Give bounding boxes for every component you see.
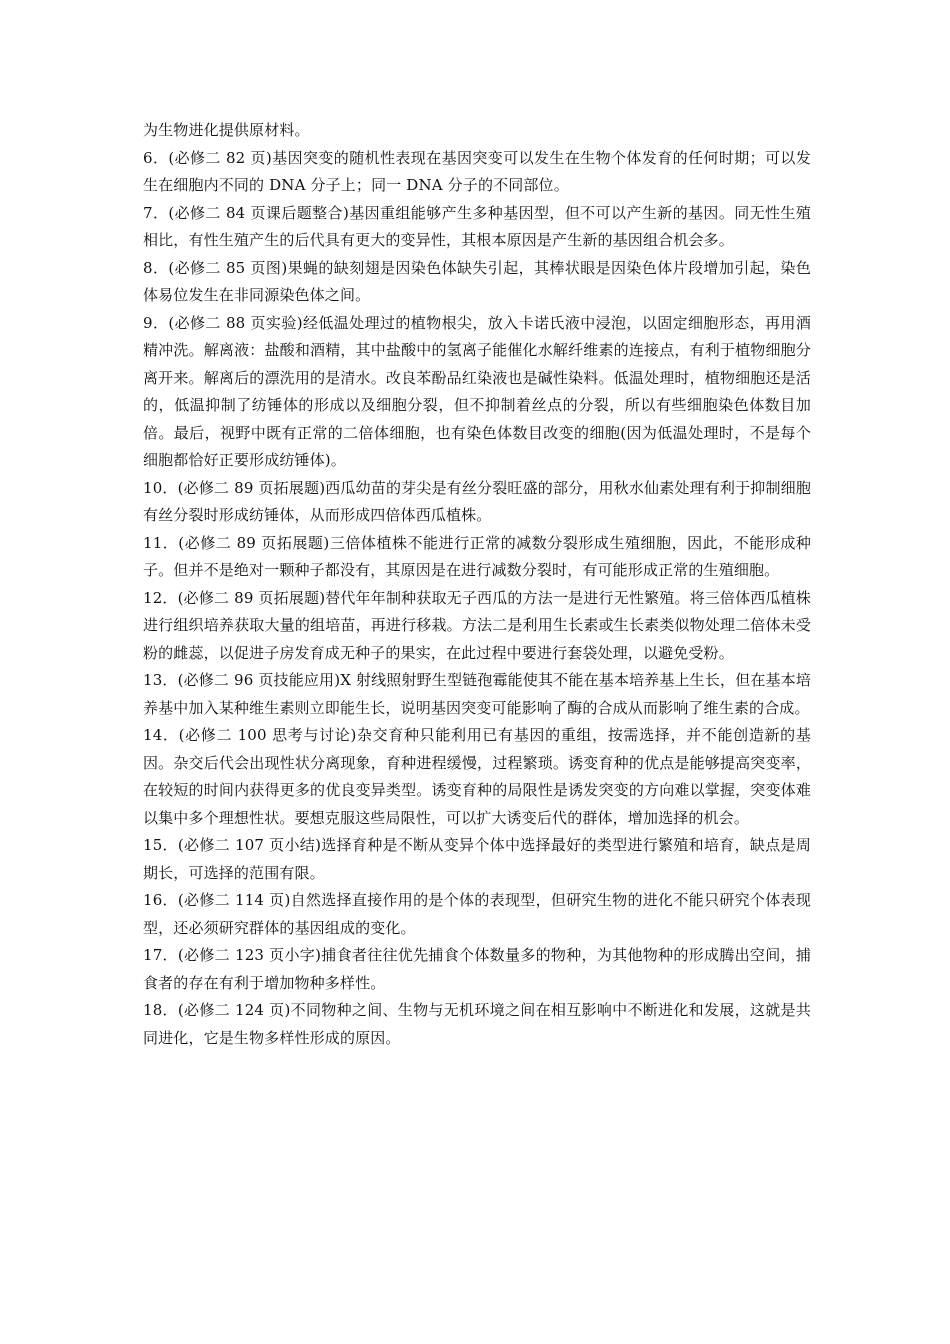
paragraph-item-9: 9．(必修二 88 页实验)经低温处理过的植物根尖，放入卡诺氏液中浸泡，以固定细胞形态，再用酒精冲洗。解离液：盐酸和酒精，其中盐酸中的氢离子能催化水解纤维素的连接点，有利于植物细胞分离开来。解离后的漂洗用的是清水。改良苯酚品红染液也是碱性染料。低温处理时，植物细胞还是活的，低温抑制了纺锤体的形成以及细胞分裂，但不抑制着丝点的分裂，所以有些细胞染色体数目加倍。最后，视野中既有正常的二倍体细胞，也有染色体数目改变的细胞(因为低温处理时，不是每个细胞都恰好正要形成纺锤体)。 <box>143 313 811 469</box>
paragraph-item-18: 18．(必修二 124 页)不同物种之间、生物与无机环境之间在相互影响中不断进化和发展，这就是共同进化，它是生物多样性形成的原因。 <box>143 1001 811 1047</box>
paragraph-item-7: 7．(必修二 84 页课后题整合)基因重组能够产生多种基因型，但不可以产生新的基因。同无性生殖相比，有性生殖产生的后代具有更大的变异性，其根本原因是产生新的基因组合机会多。 <box>143 203 811 249</box>
paragraph-item-12: 12．(必修二 89 页拓展题)替代年年制种获取无子西瓜的方法一是进行无性繁殖。将三倍体西瓜植株进行组织培养获取大量的组培苗，再进行移栽。方法二是利用生长素或生长素类似物处理二倍体未受粉的雌蕊，以促进子房发育成无种子的果实，在此过程中要进行套袋处理，以避免受粉。 <box>143 588 811 662</box>
paragraph-item-17: 17．(必修二 123 页小字)捕食者往往优先捕食个体数量多的物种，为其他物种的形成腾出空间，捕食者的存在有利于增加物种多样性。 <box>143 946 811 992</box>
paragraph-item-11: 11．(必修二 89 页拓展题)三倍体植株不能进行正常的减数分裂形成生殖细胞，因此，不能形成种子。但并不是绝对一颗种子都没有，其原因是在进行减数分裂时，有可能形成正常的生殖细胞。 <box>143 533 811 579</box>
paragraph-item-13: 13．(必修二 96 页技能应用)X 射线照射野生型链孢霉能使其不能在基本培养基上生长，但在基本培养基中加入某种维生素则立即能生长，说明基因突变可能影响了酶的合成从而影响了维生素的合成。 <box>143 671 811 717</box>
paragraph-continuation: 为生物进化提供原材料。 <box>143 121 310 139</box>
paragraph-item-8: 8．(必修二 85 页图)果蝇的缺刻翅是因染色体缺失引起，其棒状眼是因染色体片段增加引起，染色体易位发生在非同源染色体之间。 <box>143 258 811 304</box>
paragraph-item-14: 14．(必修二 100 思考与讨论)杂交育种只能利用已有基因的重组，按需选择，并不能创造新的基因。杂交后代会出现性状分离现象，育种进程缓慢，过程繁琐。诱变育种的优点是能够提高突变率，在较短的时间内获得更多的优良变异类型。诱变育种的局限性是诱发突变的方向难以掌握，突变体难以集中多个理想性状。要想克服这些局限性，可以扩大诱变后代的群体，增加选择的机会。 <box>143 726 811 827</box>
paragraph-item-16: 16．(必修二 114 页)自然选择直接作用的是个体的表现型，但研究生物的进化不能只研究个体表现型，还必须研究群体的基因组成的变化。 <box>143 891 811 937</box>
paragraph-item-10: 10．(必修二 89 页拓展题)西瓜幼苗的芽尖是有丝分裂旺盛的部分，用秋水仙素处理有利于抑制细胞有丝分裂时形成纺锤体，从而形成四倍体西瓜植株。 <box>143 478 811 524</box>
document-page <box>143 117 811 1052</box>
paragraph-item-6: 6．(必修二 82 页)基因突变的随机性表现在基因突变可以发生在生物个体发育的任何时期；可以发生在细胞内不同的 DNA 分子上；同一 DNA 分子的不同部位。 <box>143 148 811 194</box>
paragraph-item-15: 15．(必修二 107 页小结)选择育种是不断从变异个体中选择最好的类型进行繁殖和培育，缺点是周期长，可选择的范围有限。 <box>143 836 811 882</box>
